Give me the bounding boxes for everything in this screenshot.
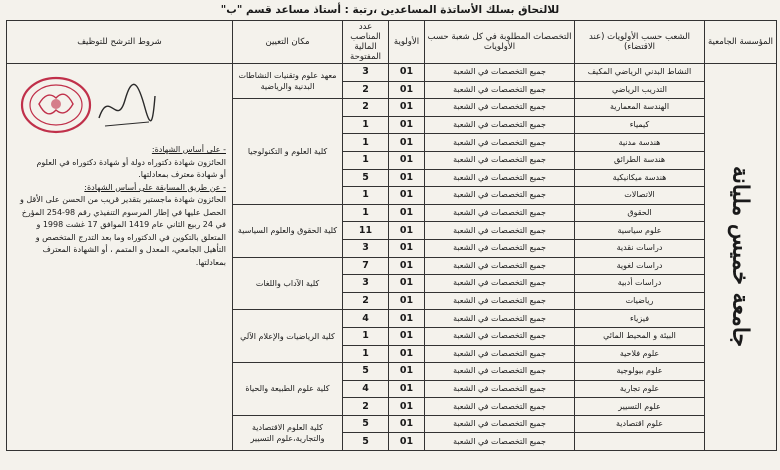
specialty-cell: جميع التخصصات في الشعبة bbox=[425, 204, 575, 222]
posts-cell: 2 bbox=[343, 292, 389, 310]
priority-cell: 01 bbox=[389, 433, 425, 451]
priority-cell: 01 bbox=[389, 239, 425, 257]
specialty-cell: جميع التخصصات في الشعبة bbox=[425, 275, 575, 293]
posts-cell: 2 bbox=[343, 398, 389, 416]
header-place: مكان التعيين bbox=[233, 21, 343, 64]
priority-cell: 01 bbox=[389, 380, 425, 398]
specialty-cell: جميع التخصصات في الشعبة bbox=[425, 81, 575, 99]
place-cell: كلية الآداب واللغات bbox=[233, 257, 343, 310]
posts-cell: 5 bbox=[343, 169, 389, 187]
priority-cell: 01 bbox=[389, 81, 425, 99]
specialty-cell: جميع التخصصات في الشعبة bbox=[425, 292, 575, 310]
priority-cell: 01 bbox=[389, 345, 425, 363]
header-specialties: التخصصات المطلوبة في كل شعبة حسب الأولويات bbox=[425, 21, 575, 64]
posts-cell: 1 bbox=[343, 151, 389, 169]
specialty-cell: جميع التخصصات في الشعبة bbox=[425, 345, 575, 363]
place-cell: كلية الرياضيات والإعلام الآلي bbox=[233, 310, 343, 363]
branch-cell: دراسات نقدية bbox=[575, 239, 705, 257]
branch-cell: النشاط البدني الرياضي المكيف bbox=[575, 64, 705, 82]
posts-cell: 5 bbox=[343, 433, 389, 451]
posts-cell: 1 bbox=[343, 116, 389, 134]
condition-line-4: - عن طريق المسابقة على أساس الشهادة: bbox=[84, 182, 226, 192]
branch-cell: علوم تجارية bbox=[575, 380, 705, 398]
posts-cell: 1 bbox=[343, 345, 389, 363]
branch-cell: التدريب الرياضي bbox=[575, 81, 705, 99]
branch-cell: الهندسة المعمارية bbox=[575, 99, 705, 117]
branch-cell: علوم بيولوجية bbox=[575, 363, 705, 381]
place-cell: كلية العلوم و التكنولوجيا bbox=[233, 99, 343, 205]
place-cell: كلية علوم الطبيعة والحياة bbox=[233, 363, 343, 416]
branch-cell: البيئة و المحيط المائي bbox=[575, 327, 705, 345]
priority-cell: 01 bbox=[389, 99, 425, 117]
condition-line-2: الحائزون شهادة دكتوراه دولة أو شهادة دكتوراه في العلوم bbox=[36, 157, 226, 167]
posts-cell: 2 bbox=[343, 81, 389, 99]
header-priority: الأولوية bbox=[389, 21, 425, 64]
condition-line-5: الحائزون شهادة ماجستير بتقدير قريب من الحسن على الأقل و الحصل عليها في إطار المرسوم التنفيذي رقم 98-254 المؤرخ في 24 ربيع الثاني عام 1419 الموافق 17 غشت 1998 و المتعلق بالتكوين في الدكتوراه وما بعد التدرج المتخصص و التأهيل الجامعي، المعدل و المتمم ، أو الشهادة المعترف بمعادلتها. bbox=[19, 195, 226, 267]
posts-cell: 1 bbox=[343, 134, 389, 152]
priority-cell: 01 bbox=[389, 169, 425, 187]
posts-cell: 4 bbox=[343, 380, 389, 398]
header-conditions: شروط الترشح للتوظيف bbox=[7, 21, 233, 64]
posts-cell: 1 bbox=[343, 187, 389, 205]
header-institution: المؤسسة الجامعية bbox=[705, 21, 777, 64]
document-title: للالتحاق بسلك الأساتذة المساعدين ،رتبة : أستاذ مساعد قسم "ب" bbox=[220, 4, 560, 16]
posts-cell: 1 bbox=[343, 204, 389, 222]
posts-cell: 3 bbox=[343, 239, 389, 257]
specialty-cell: جميع التخصصات في الشعبة bbox=[425, 222, 575, 240]
condition-line-1: - على أساس الشهادة: bbox=[151, 145, 226, 154]
header-posts: عدد المناصب المالية المفتوحة bbox=[343, 21, 389, 64]
branch-cell: الحقوق bbox=[575, 204, 705, 222]
stamp-area bbox=[13, 68, 226, 144]
place-cell: معهد علوم وتقنيات النشاطات البدنية والرياضية bbox=[233, 64, 343, 99]
specialty-cell: جميع التخصصات في الشعبة bbox=[425, 327, 575, 345]
posts-cell: 4 bbox=[343, 310, 389, 328]
priority-cell: 01 bbox=[389, 327, 425, 345]
branch-cell: الاتصالات bbox=[575, 187, 705, 205]
specialty-cell: جميع التخصصات في الشعبة bbox=[425, 310, 575, 328]
branch-cell: علوم اقتصادية bbox=[575, 415, 705, 433]
posts-cell: 7 bbox=[343, 257, 389, 275]
specialty-cell: جميع التخصصات في الشعبة bbox=[425, 99, 575, 117]
specialty-cell: جميع التخصصات في الشعبة bbox=[425, 64, 575, 82]
header-branches: الشعب حسب الأولويات (عند الاقتضاء) bbox=[575, 21, 705, 64]
specialty-cell: جميع التخصصات في الشعبة bbox=[425, 363, 575, 381]
specialty-cell: جميع التخصصات في الشعبة bbox=[425, 433, 575, 451]
priority-cell: 01 bbox=[389, 363, 425, 381]
priority-cell: 01 bbox=[389, 415, 425, 433]
branch-cell: دراسات لغوية bbox=[575, 257, 705, 275]
stamp-icon bbox=[17, 74, 95, 136]
specialty-cell: جميع التخصصات في الشعبة bbox=[425, 151, 575, 169]
institution-name: جامعة خميس مليانة bbox=[705, 64, 777, 451]
specialty-cell: جميع التخصصات في الشعبة bbox=[425, 380, 575, 398]
posts-cell: 3 bbox=[343, 64, 389, 82]
priority-cell: 01 bbox=[389, 116, 425, 134]
priority-cell: 01 bbox=[389, 187, 425, 205]
branch-cell: علوم سياسية bbox=[575, 222, 705, 240]
branch-cell: فيزياء bbox=[575, 310, 705, 328]
specialty-cell: جميع التخصصات في الشعبة bbox=[425, 134, 575, 152]
positions-table bbox=[6, 20, 777, 451]
branch-cell: علوم فلاحية bbox=[575, 345, 705, 363]
place-cell: كلية الحقوق والعلوم السياسية bbox=[233, 204, 343, 257]
specialty-cell: جميع التخصصات في الشعبة bbox=[425, 169, 575, 187]
priority-cell: 01 bbox=[389, 134, 425, 152]
conditions-cell bbox=[7, 64, 233, 451]
posts-cell: 5 bbox=[343, 363, 389, 381]
table-row bbox=[7, 64, 777, 82]
posts-cell: 3 bbox=[343, 275, 389, 293]
specialty-cell: جميع التخصصات في الشعبة bbox=[425, 239, 575, 257]
branch-cell: هندسة الطرائق bbox=[575, 151, 705, 169]
place-cell: كلية العلوم الاقتصادية والتجارية،علوم التسيير bbox=[233, 415, 343, 450]
branch-cell: رياضيات bbox=[575, 292, 705, 310]
priority-cell: 01 bbox=[389, 275, 425, 293]
specialty-cell: جميع التخصصات في الشعبة bbox=[425, 187, 575, 205]
condition-line-3: أو شهادة معترف بمعادلتها. bbox=[138, 170, 226, 179]
header-row bbox=[7, 21, 777, 64]
posts-cell: 2 bbox=[343, 99, 389, 117]
priority-cell: 01 bbox=[389, 398, 425, 416]
specialty-cell: جميع التخصصات في الشعبة bbox=[425, 415, 575, 433]
priority-cell: 01 bbox=[389, 204, 425, 222]
branch-cell: دراسات أدبية bbox=[575, 275, 705, 293]
signature-icon bbox=[95, 78, 157, 134]
specialty-cell: جميع التخصصات في الشعبة bbox=[425, 116, 575, 134]
posts-cell: 5 bbox=[343, 415, 389, 433]
priority-cell: 01 bbox=[389, 310, 425, 328]
branch-cell: علوم التسيير bbox=[575, 398, 705, 416]
priority-cell: 01 bbox=[389, 64, 425, 82]
priority-cell: 01 bbox=[389, 222, 425, 240]
table-body bbox=[7, 64, 777, 451]
branch-cell bbox=[575, 433, 705, 451]
branch-cell: كيمياء bbox=[575, 116, 705, 134]
posts-cell: 11 bbox=[343, 222, 389, 240]
specialty-cell: جميع التخصصات في الشعبة bbox=[425, 257, 575, 275]
branch-cell: هندسة ميكانيكية bbox=[575, 169, 705, 187]
posts-cell: 1 bbox=[343, 327, 389, 345]
priority-cell: 01 bbox=[389, 151, 425, 169]
branch-cell: هندسة مدنية bbox=[575, 134, 705, 152]
specialty-cell: جميع التخصصات في الشعبة bbox=[425, 398, 575, 416]
priority-cell: 01 bbox=[389, 292, 425, 310]
priority-cell: 01 bbox=[389, 257, 425, 275]
